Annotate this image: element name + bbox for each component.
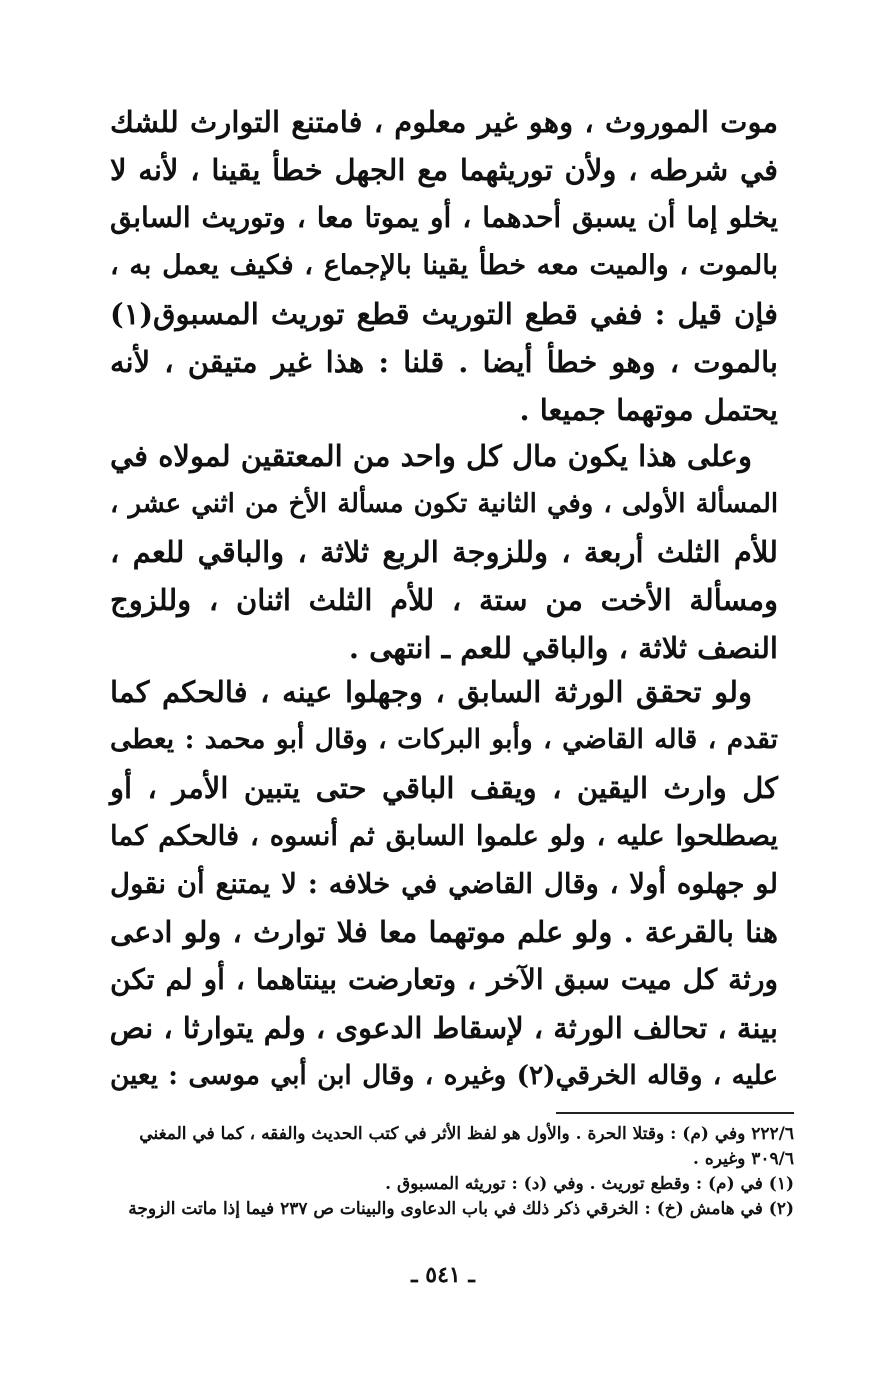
paragraph-2 [110,432,778,672]
text-line: موت الموروث ، وهو غير معلوم ، فامتنع التوارث للشك [110,105,778,139]
text-line: يخلو إما أن يسبق أحدهما ، أو يموتا معا ، وتوريث السابق [110,201,778,234]
text-line: بالموت ، وهو خطأ أيضا . قلنا : هذا غير متيقن ، لأنه [110,345,778,379]
footnote-line: (٢) في هامش (خ) : الخرقي ذكر ذلك في باب الدعاوى والبينات ص ٢٣٧ فيما إذا ماتت الزوجة [128,1199,794,1219]
footnotes [104,1122,794,1222]
footnote-line: ٣٠٩/٦ وغيره . [692,1149,794,1169]
text-line: المسألة الأولى ، وفي الثانية تكون مسألة الأخ من اثني عشر ، [110,489,778,519]
text-line: تقدم ، قاله القاضي ، وأبو البركات ، وقال أبو محمد : يعطى [110,724,778,755]
footnote-line: (١) في (م) : وقطع توريث . وفي (د) : توريثه المسبوق . [385,1174,794,1194]
footnote-line: ٢٢٢/٦ وفي (م) : وقتلا الحرة . والأول هو لفظ الأثر في كتب الحديث والفقه ، كما في المغني [139,1124,794,1144]
text-line: عليه ، وقاله الخرقي(٢) وغيره ، وقال ابن أبي موسى : يعين [110,1060,778,1091]
text-line: في شرطه ، ولأن توريثهما مع الجهل خطأ يقينا ، لأنه لا [110,153,778,187]
text-line: هنا بالقرعة . ولو علم موتهما معا فلا توارث ، ولو ادعى [110,915,778,949]
text-line: فإن قيل : ففي قطع التوريث قطع توريث المسبوق(١) [110,297,778,331]
text-line: لو جهلوه أولا ، وقال القاضي في خلافه : لا يمتنع أن نقول [110,867,778,900]
text-line: ولو تحقق الورثة السابق ، وجهلوا عينه ، فالحكم كما [110,675,752,709]
text-line: النصف ثلاثة ، والباقي للعم ـ انتهى . [348,631,778,665]
paragraph-3 [110,668,778,1100]
text-line: وعلى هذا يكون مال كل واحد من المعتقين لمولاه في [110,439,752,473]
paragraph-1 [110,98,778,434]
text-line: يصطلحوا عليه ، ولو علموا السابق ثم أنسوه ، فالحكم كما [110,820,778,852]
text-line: كل وارث اليقين ، ويقف الباقي حتى يتبين الأمر ، أو [110,771,778,805]
text-line: بينة ، تحالف الورثة ، لإسقاط الدعوى ، ولم يتوارثا ، نص [109,1011,778,1045]
text-line: بالموت ، والميت معه خطأ يقينا بالإجماع ، فكيف يعمل به ، [110,250,778,281]
text-line: للأم الثلث أربعة ، وللزوجة الربع ثلاثة ، والباقي للعم ، [110,535,778,569]
text-line: ومسألة الأخت من ستة ، للأم الثلث اثنان ، وللزوج [110,583,778,617]
footnote-separator [556,1112,794,1114]
text-line: يحتمل موتهما جميعا . [519,393,778,427]
page-number: ـ ٥٤١ ـ [411,1262,475,1288]
text-line: ورثة كل ميت سبق الآخر ، وتعارضت بينتاهما ، أو لم تكن [110,963,778,996]
